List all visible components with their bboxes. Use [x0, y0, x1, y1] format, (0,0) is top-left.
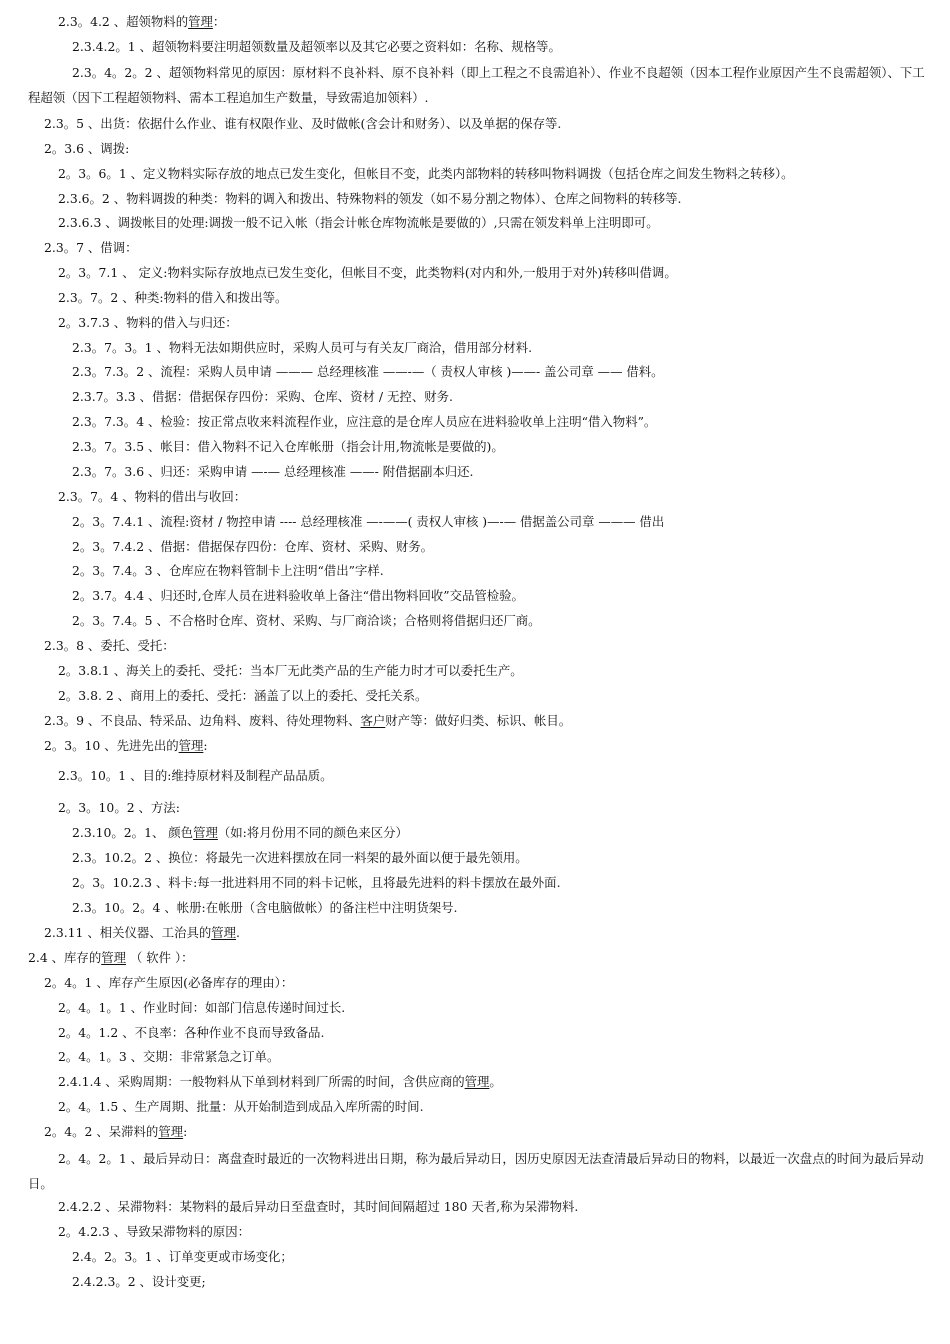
heading-2-3-11: 2.3.11 、相关仪器、工治具的管理. — [44, 925, 240, 940]
paragraph: 2。3.8. 2 、商用上的委托、受托：涵盖了以上的委托、受托关系。 — [58, 688, 428, 703]
underlined-term: 管理 — [193, 825, 218, 840]
heading-2-4: 2.4 、库存的管理 （ 软件 ）： — [28, 950, 194, 965]
paragraph: 2。4。1。3 、交期：非常紧急之订单。 — [58, 1049, 280, 1064]
paragraph: 2.3。10。2。4 、帐册:在帐册（含电脑做帐）的备注栏中注明货架号. — [72, 900, 458, 915]
paragraph: 2.4.2.2 、呆滞物料：某物料的最后异动日至盘查时，其时间间隔超过 180 天者,称为呆滞物料. — [58, 1199, 579, 1214]
paragraph: 2。3.8.1 、海关上的委托、受托：当本厂无此类产品的生产能力时才可以委托生产。 — [58, 663, 523, 678]
heading-2-3-6: 2。3.6 、调拨: — [44, 141, 130, 156]
heading-2-3-10-2: 2。3。10。2 、方法: — [58, 800, 180, 815]
paragraph: 2.3.10。2。1、 颜色管理（如:将月份用不同的颜色来区分） — [72, 825, 408, 840]
paragraph: 2.3.6.3 、调拨帐目的处理:调拨一般不记入帐（指会计帐仓库物流帐是要做的）,只需在领发料单上注明即可。 — [58, 215, 659, 230]
paragraph: 2。4。2。1 、最后异动日：离盘查时最近的一次物料进出日期，称为最后异动日，因历史原因无法查清最后异动日的物料，以最近一次盘点的时间为最后异动日。 — [28, 1151, 924, 1191]
paragraph: 2。3。7.4.1 、流程:资材 / 物控申请 ---- 总经理核准 —-——( 责权人审核 )—-— 借据盖公司章 ——— 借出 — [72, 514, 665, 529]
heading-2-4-1: 2。4。1 、库存产生原因(必备库存的理由）： — [44, 975, 294, 990]
paragraph: 2.4。2。3。1 、订单变更或市场变化； — [72, 1249, 293, 1264]
underlined-term: 管理 — [178, 738, 204, 753]
paragraph: 2.3.4.2。1 、超领物料要注明超领数量及超领率以及其它必要之资料如：名称、规格等。 — [72, 39, 561, 54]
paragraph: 2.3。7.3。4 、检验：按正常点收来料流程作业，应注意的是仓库人员应在进料验收单上注明“借入物料”。 — [72, 414, 657, 429]
paragraph: 2.3。7。2 、种类:物料的借入和拨出等。 — [58, 290, 288, 305]
underlined-term: 管理 — [464, 1074, 490, 1089]
paragraph: 2。3。7.4.2 、借据：借据保存四份：仓库、资材、采购、财务。 — [72, 539, 433, 554]
paragraph: 2。3。7.4。5 、不合格时仓库、资材、采购、与厂商洽谈；合格则将借据归还厂商。 — [72, 613, 541, 628]
paragraph: 2.3。7.3。2 、流程：采购人员申请 ——— 总经理核准 ——-—（ 责权人审核 )——- 盖公司章 —— 借料。 — [72, 364, 664, 379]
underlined-term: 管理 — [188, 14, 213, 29]
underlined-term: 管理 — [101, 950, 126, 965]
heading-2-3-7-3: 2。3.7.3 、物料的借入与归还： — [58, 315, 238, 330]
paragraph: 2.3。7。3。1 、物料无法如期供应时，采购人员可与有关友厂商洽，借用部分材料. — [72, 340, 533, 355]
heading-2-3-8: 2.3。8 、委托、受托： — [44, 638, 175, 653]
heading-2-3-7: 2.3。7 、借调： — [44, 240, 138, 255]
paragraph: 2.3。10。1 、目的:维持原材料及制程产品品质。 — [58, 768, 333, 783]
paragraph: 2.3。10.2。2 、换位：将最先一次进料摆放在同一料架的最外面以便于最先领用。 — [72, 850, 528, 865]
underlined-term: 管理 — [158, 1124, 184, 1139]
paragraph: 2。4。1。1 、作业时间：如部门信息传递时间过长. — [58, 1000, 346, 1015]
underlined-term: 客户 — [360, 713, 386, 728]
paragraph: 2。4。1.2 、不良率：各种作业不良而导致备品. — [58, 1025, 325, 1040]
paragraph: 2。4。1.5 、生产周期、批量：从开始制造到成品入库所需的时间. — [58, 1099, 424, 1114]
heading-2-3-9: 2.3。9 、不良品、特采品、边角料、废料、待处理物料、客户财产等：做好归类、标识、帐目。 — [44, 713, 572, 728]
paragraph: 2.3.6。2 、物料调拨的种类：物料的调入和拨出、特殊物料的领发（如不易分割之物体）、仓库之间物料的转移等. — [58, 191, 682, 206]
paragraph: 2.3。7。3.6 、归还：采购申请 —-— 总经理核准 ——- 附借据副本归还. — [72, 464, 474, 479]
underlined-term: 管理 — [211, 925, 237, 940]
paragraph: 2.4.2.3。2 、设计变更; — [72, 1274, 206, 1289]
heading-2-4-2: 2。4。2 、呆滞料的管理: — [44, 1124, 188, 1139]
paragraph: 2。3.7。4.4 、归还时,仓库人员在进料验收单上备注“借出物料回收”交品管检验。 — [72, 588, 524, 603]
heading-2-3-7-4: 2.3。7。4 、物料的借出与收回： — [58, 489, 247, 504]
paragraph: 2。3。6。1 、定义物料实际存放的地点已发生变化，但帐目不变，此类内部物料的转移叫物料调拨（包括仓库之间发生物料之转移）。 — [58, 166, 794, 181]
paragraph: 2。3。7.4。3 、仓库应在物料管制卡上注明“借出”字样. — [72, 563, 384, 578]
paragraph: 2。3。10.2.3 、料卡:每一批进料用不同的料卡记帐，且将最先进料的料卡摆放在最外面. — [72, 875, 561, 890]
paragraph: 2.3。7。3.5 、帐目：借入物料不记入仓库帐册（指会计用,物流帐是要做的)。 — [72, 439, 504, 454]
paragraph: 2.3.7。3.3 、借据：借据保存四份：采购、仓库、资材 / 无控、财务. — [72, 389, 453, 404]
heading-2-4-2-3: 2。4.2.3 、导致呆滞物料的原因： — [58, 1224, 251, 1239]
paragraph: 2.4.1.4 、采购周期：一般物料从下单到材料到厂所需的时间，含供应商的管理。 — [58, 1074, 502, 1089]
heading-2-3-4-2: 2.3。4.2 、超领物料的管理： — [58, 14, 226, 29]
heading-2-3-10: 2。3。10 、先进先出的管理: — [44, 738, 208, 753]
paragraph: 2.3。4。2。2 、超领物料常见的原因：原材料不良补料、原不良补料（即上工程之不良需追补）、作业不良超领（因本工程作业原因产生不良需超领）、下工程超领（因下工程超领物料、需本工程追加生产数量，导致需追加领料）. — [28, 65, 925, 105]
heading-2-3-5: 2.3。5 、出货：依据什么作业、谁有权限作业、及时做帐(含会计和财务）、以及单据的保存等. — [44, 116, 562, 131]
paragraph: 2。3。7.1 、 定义:物料实际存放地点已发生变化，但帐目不变，此类物料(对内和外,一般用于对外)转移叫借调。 — [58, 265, 677, 280]
